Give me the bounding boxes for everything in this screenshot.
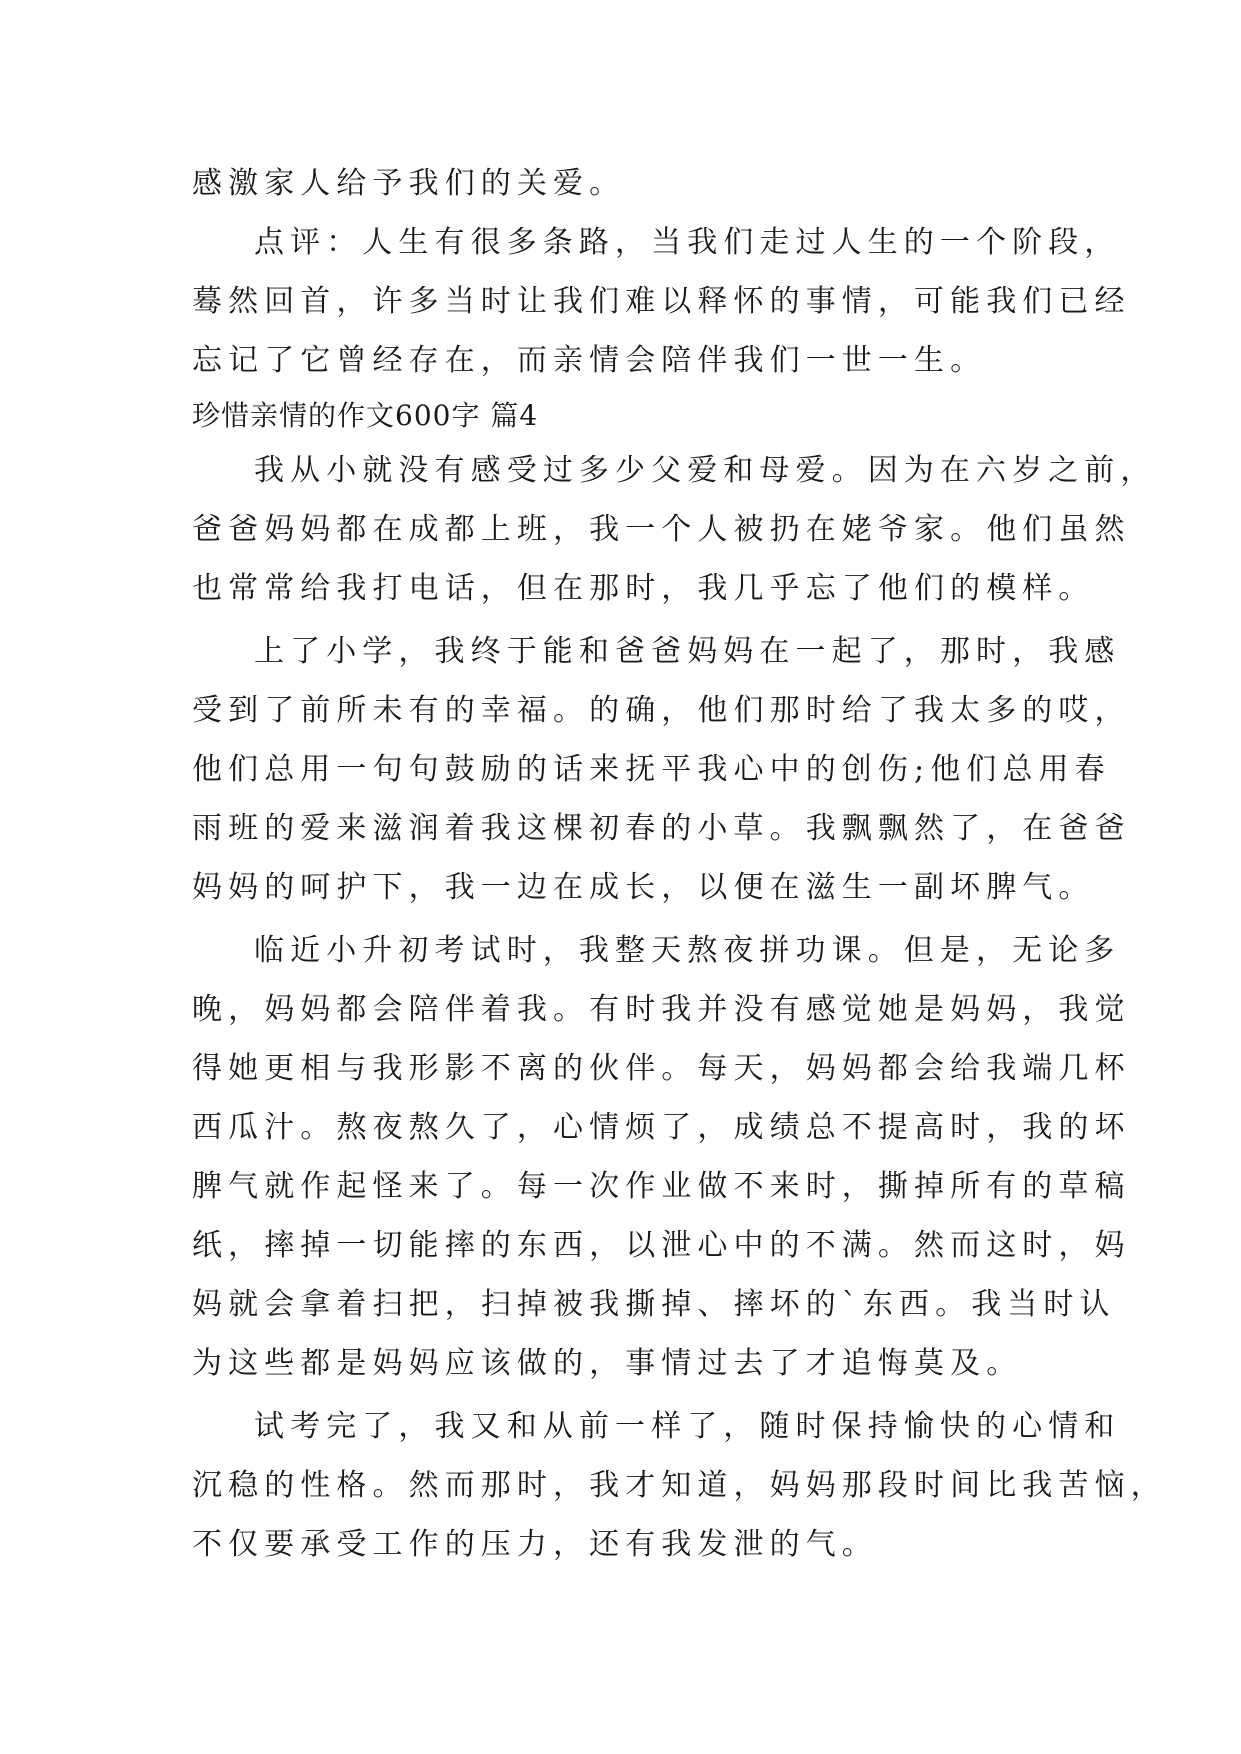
comment-paragraph-line: 点评：人生有很多条路，当我们走过人生的一个阶段， — [254, 225, 1121, 260]
section-heading: 珍惜亲情的作文600字 篇4 — [192, 399, 539, 432]
paragraph-line: 受到了前所未有的幸福。的确，他们那时给了我太多的哎， — [192, 693, 1131, 728]
paragraph-line: 爸爸妈妈都在成都上班，我一个人被扔在姥爷家。他们虽然 — [192, 512, 1131, 547]
paragraph-line: 雨班的爱来滋润着我这棵初春的小草。我飘飘然了，在爸爸 — [192, 811, 1131, 846]
paragraph-line: 我从小就没有感受过多少父爱和母爱。因为在六岁之前， — [254, 453, 1157, 488]
paragraph-line: 脾气就作起怪来了。每一次作业做不来时，撕掉所有的草稿 — [192, 1169, 1131, 1204]
paragraph-line: 为这些都是妈妈应该做的，事情过去了才追悔莫及。 — [192, 1346, 1023, 1381]
paragraph-line: 他们总用一句句鼓励的话来抚平我心中的创伤;他们总用春 — [192, 752, 1111, 787]
paragraph-line: 妈妈的呵护下，我一边在成长，以便在滋生一副坏脾气。 — [192, 870, 1095, 905]
paragraph-line: 临近小升初考试时，我整天熬夜拼功课。但是，无论多 — [254, 933, 1121, 968]
paragraph-line: 试考完了，我又和从前一样了，随时保持愉快的心情和 — [254, 1409, 1121, 1444]
paragraph-line: 晚，妈妈都会陪伴着我。有时我并没有感觉她是妈妈，我觉 — [192, 992, 1131, 1027]
paragraph-line: 忘记了它曾经存在，而亲情会陪伴我们一世一生。 — [192, 343, 987, 378]
paragraph-line: 上了小学，我终于能和爸爸妈妈在一起了，那时，我感 — [254, 634, 1121, 669]
paragraph-line: 不仅要承受工作的压力，还有我发泄的气。 — [192, 1527, 878, 1562]
paragraph-line: 妈就会拿着扫把，扫掉被我撕掉、摔坏的`东西。我当时认 — [192, 1287, 1116, 1322]
paragraph-line: 得她更相与我形影不离的伙伴。每天，妈妈都会给我端几杯 — [192, 1051, 1131, 1086]
paragraph-line: 纸，摔掉一切能摔的东西，以泄心中的不满。然而这时，妈 — [192, 1228, 1131, 1263]
paragraph-line: 也常常给我打电话，但在那时，我几乎忘了他们的模样。 — [192, 571, 1095, 606]
paragraph-line: 西瓜汁。熬夜熬久了，心情烦了，成绩总不提高时，我的坏 — [192, 1110, 1131, 1145]
paragraph-line: 蓦然回首，许多当时让我们难以释怀的事情，可能我们已经 — [192, 284, 1131, 319]
paragraph-line: 感激家人给予我们的关爱。 — [192, 166, 626, 201]
paragraph-line: 沉稳的性格。然而那时，我才知道，妈妈那段时间比我苦恼， — [192, 1468, 1167, 1503]
